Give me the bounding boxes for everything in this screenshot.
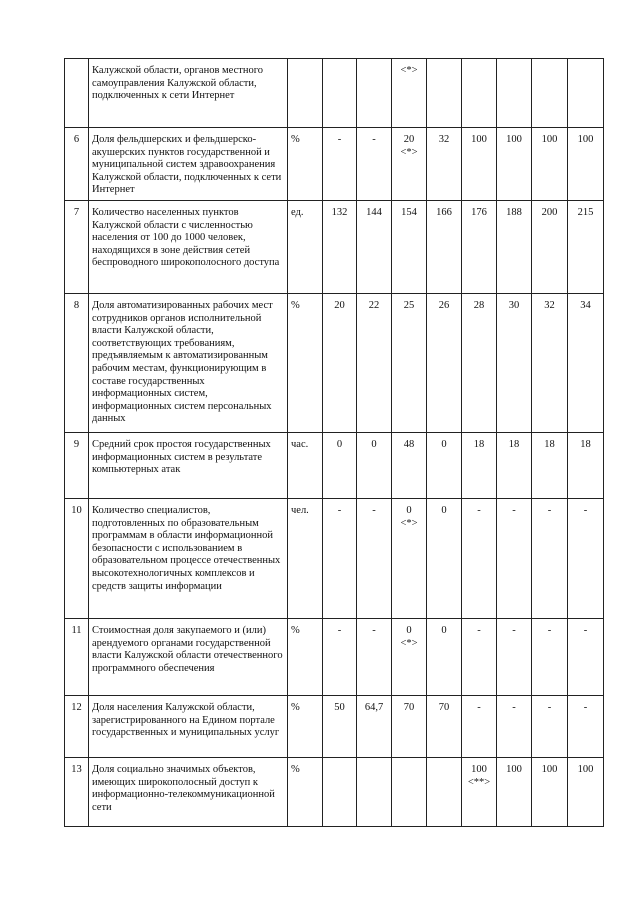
value-cell: - [568, 619, 604, 696]
value-cell: 100 [532, 758, 568, 827]
value-cell [392, 59, 427, 128]
value-cell [323, 758, 357, 827]
value-cell [427, 758, 462, 827]
unit-cell: чел. [288, 499, 323, 619]
value-cell: - [497, 619, 532, 696]
value-cell: - [357, 128, 392, 201]
row-number-cell: 7 [65, 201, 89, 294]
value-cell: - [497, 696, 532, 758]
value-cell: 100 [532, 128, 568, 201]
value-cell: - [568, 499, 604, 619]
value-cell: 30 [497, 294, 532, 433]
value-cell: 132 [323, 201, 357, 294]
value-cell [392, 619, 427, 696]
value-cell: 18 [462, 433, 497, 499]
unit-cell: % [288, 696, 323, 758]
value-cell: - [323, 619, 357, 696]
value-cell: - [568, 696, 604, 758]
value-cell: 48 [392, 433, 427, 499]
table-row [65, 758, 604, 827]
value-cell: 25 [392, 294, 427, 433]
unit-cell: час. [288, 433, 323, 499]
value-cell: 34 [568, 294, 604, 433]
unit-cell: % [288, 294, 323, 433]
value-cell: - [462, 696, 497, 758]
value-cell: 26 [427, 294, 462, 433]
table-row [65, 499, 604, 619]
value-cell: 100 [497, 128, 532, 201]
value-line: <*> [400, 637, 418, 649]
value-cell [462, 59, 497, 128]
value-line: 100 [471, 764, 487, 775]
table-body [65, 59, 604, 827]
unit-cell: % [288, 619, 323, 696]
value-cell: 32 [427, 128, 462, 201]
value-cell: 0 [427, 619, 462, 696]
value-cell: 215 [568, 201, 604, 294]
value-cell: 64,7 [357, 696, 392, 758]
value-cell: 176 [462, 201, 497, 294]
row-number-cell: 8 [65, 294, 89, 433]
value-cell: - [532, 619, 568, 696]
row-number-cell: 6 [65, 128, 89, 201]
value-cell: - [462, 619, 497, 696]
value-cell [357, 59, 392, 128]
value-cell: 166 [427, 201, 462, 294]
indicator-name-cell: Доля фельдшерских и фельдшерско-акушерских пунктов государственной и муниципальной систем здравоохранения Калужской области, подключенных к сети Интернет [89, 128, 288, 201]
value-cell: - [532, 696, 568, 758]
value-cell: 18 [497, 433, 532, 499]
value-cell: 0 [323, 433, 357, 499]
value-cell: - [462, 499, 497, 619]
value-cell: 100 [568, 758, 604, 827]
unit-cell: ед. [288, 201, 323, 294]
value-cell: - [323, 499, 357, 619]
indicator-name-cell: Количество специалистов, подготовленных по образовательным программам в области информационной безопасности с использованием в образовательном процессе отечественных высокотехнологичных комплексов и средств защиты информации [89, 499, 288, 619]
value-cell [532, 59, 568, 128]
value-cell: - [497, 499, 532, 619]
table-row [65, 619, 604, 696]
value-cell: 18 [568, 433, 604, 499]
value-cell: 22 [357, 294, 392, 433]
value-line: 0 [406, 625, 412, 636]
table-row [65, 128, 604, 201]
value-line: 20 [403, 134, 415, 145]
value-cell: 188 [497, 201, 532, 294]
table-row [65, 59, 604, 128]
value-cell: 50 [323, 696, 357, 758]
value-cell: 100 [568, 128, 604, 201]
table-row [65, 433, 604, 499]
indicator-name-cell: Стоимостная доля закупаемого и (или) арендуемого органами государственной власти Калужской области отечественного программного обеспечения [89, 619, 288, 696]
table-row [65, 201, 604, 294]
value-cell [392, 128, 427, 201]
unit-cell [288, 59, 323, 128]
value-cell [568, 59, 604, 128]
value-line: <*> [400, 65, 418, 76]
value-cell: 70 [392, 696, 427, 758]
value-cell: 0 [427, 499, 462, 619]
indicator-name-cell: Средний срок простоя государственных информационных систем в результате компьютерных атак [89, 433, 288, 499]
value-cell [462, 758, 497, 827]
value-cell: 28 [462, 294, 497, 433]
value-cell [497, 59, 532, 128]
value-cell: - [357, 619, 392, 696]
value-cell: 0 [357, 433, 392, 499]
indicator-name-cell: Доля населения Калужской области, зарегистрированного на Едином портале государственных и муниципальных услуг [89, 696, 288, 758]
row-number-cell: 9 [65, 433, 89, 499]
value-cell: 200 [532, 201, 568, 294]
value-line: <*> [400, 146, 418, 158]
row-number-cell: 12 [65, 696, 89, 758]
row-number-cell: 13 [65, 758, 89, 827]
value-cell: - [357, 499, 392, 619]
value-cell: 144 [357, 201, 392, 294]
value-line: 0 [406, 505, 412, 516]
value-cell [323, 59, 357, 128]
indicators-table [64, 58, 604, 827]
row-number-cell: 11 [65, 619, 89, 696]
value-cell: 154 [392, 201, 427, 294]
row-number-cell: 10 [65, 499, 89, 619]
table-row [65, 696, 604, 758]
unit-cell: % [288, 758, 323, 827]
table-row [65, 294, 604, 433]
unit-cell: % [288, 128, 323, 201]
indicator-name-cell: Калужской области, органов местного самоуправления Калужской области, подключенных к сети Интернет [89, 59, 288, 128]
value-cell [357, 758, 392, 827]
value-cell [427, 59, 462, 128]
indicator-name-cell: Доля автоматизированных рабочих мест сотрудников органов исполнительной власти Калужской области, соответствующих требованиям, предъявляемым к автоматизированным рабочим местам, функционирующим в составе государственных информационных систем, информационных систем персональных данных [89, 294, 288, 433]
indicator-name-cell: Количество населенных пунктов Калужской области с численностью населения от 100 до 1000 человек, находящихся в зоне действия сетей беспроводного широкополосного доступа [89, 201, 288, 294]
value-cell: 18 [532, 433, 568, 499]
indicator-name-cell: Доля социально значимых объектов, имеющих широкополосный доступ к информационно-телекоммуникационной сети [89, 758, 288, 827]
value-cell [392, 758, 427, 827]
value-cell: 20 [323, 294, 357, 433]
value-cell: 100 [462, 128, 497, 201]
row-number-cell [65, 59, 89, 128]
value-line: <**> [467, 776, 491, 788]
value-cell: 0 [427, 433, 462, 499]
value-line: <*> [400, 517, 418, 529]
value-cell: - [532, 499, 568, 619]
value-cell: - [323, 128, 357, 201]
value-cell [392, 499, 427, 619]
value-cell: 32 [532, 294, 568, 433]
value-cell: 100 [497, 758, 532, 827]
value-cell: 70 [427, 696, 462, 758]
